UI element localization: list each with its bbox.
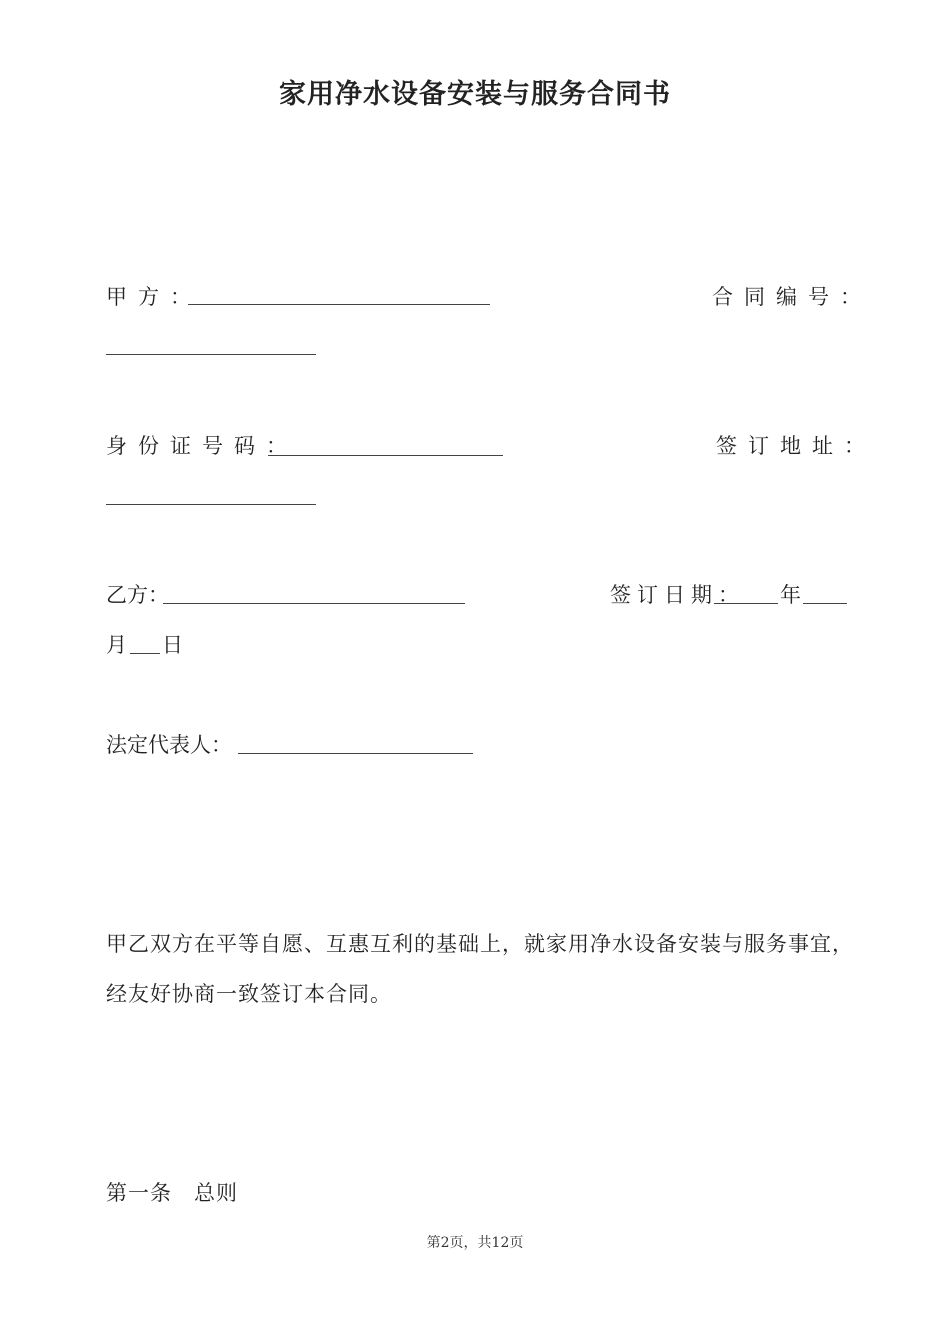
sign-date-label: 签订日期： xyxy=(610,583,745,607)
legal-rep-blank xyxy=(238,753,473,754)
sign-place-blank xyxy=(106,504,316,505)
contract-no-blank xyxy=(106,354,316,355)
id-number-label: 身份证号码： xyxy=(106,434,298,458)
intro-paragraph-line-2: 经友好协商一致签订本合同。 xyxy=(106,982,392,1006)
sign-date-month-blank xyxy=(803,603,847,604)
month-label: 月 xyxy=(106,633,127,657)
party-a-blank xyxy=(188,304,490,305)
sign-date-day-blank xyxy=(130,653,160,654)
day-label: 日 xyxy=(162,633,183,657)
intro-paragraph-line-1: 甲乙双方在平等自愿、互惠互利的基础上，就家用净水设备安装与服务事宜， xyxy=(106,932,854,956)
party-b-blank xyxy=(163,603,465,604)
sign-date-year-blank xyxy=(714,603,778,604)
legal-rep-label: 法定代表人： xyxy=(106,733,232,757)
contract-no-label: 合同编号： xyxy=(712,285,872,309)
page-indicator: 第2页，共12页 xyxy=(426,1235,524,1251)
year-label: 年 xyxy=(780,583,801,607)
sign-place-label: 签订地址： xyxy=(716,434,876,458)
document-title: 家用净水设备安装与服务合同书 xyxy=(279,79,671,110)
party-a-label: 甲方： xyxy=(106,285,202,309)
party-b-label: 乙方： xyxy=(106,583,169,607)
article-1-heading: 第一条 总则 xyxy=(106,1181,238,1205)
id-number-blank xyxy=(268,455,503,456)
